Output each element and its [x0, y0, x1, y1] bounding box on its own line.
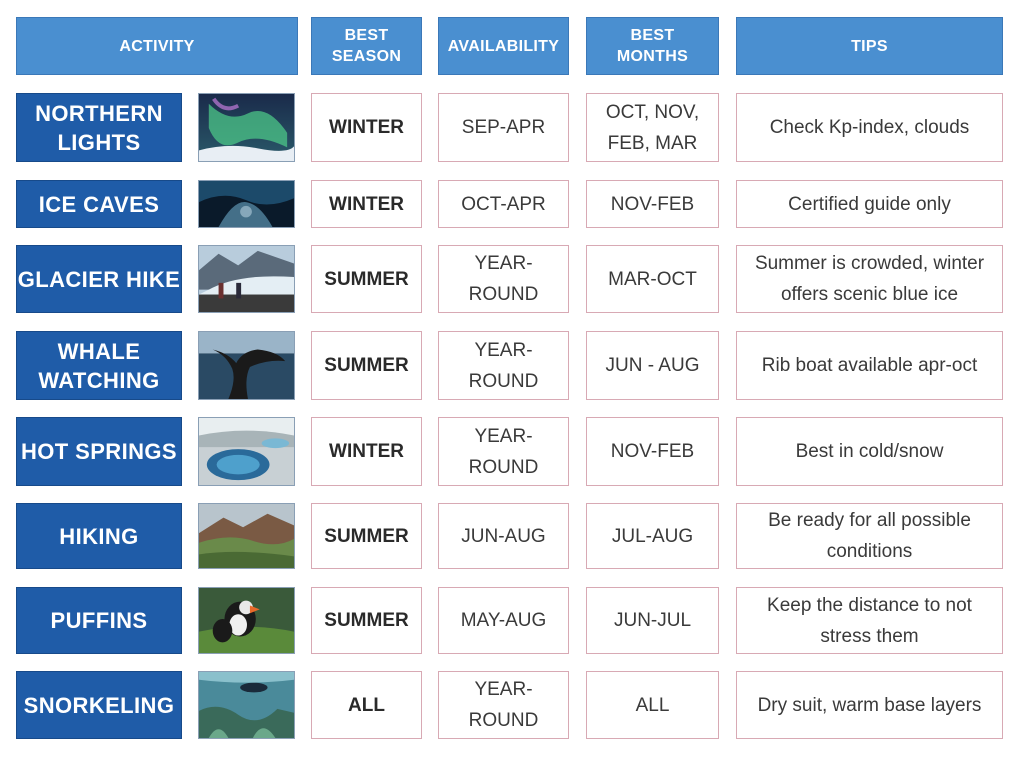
tips-cell	[736, 331, 1003, 400]
mountain-hiking-image	[198, 503, 295, 569]
months-value: OCT, NOV, FEB, MAR	[605, 101, 700, 154]
months-cell	[586, 587, 719, 654]
availability-cell	[438, 245, 569, 313]
activity-name	[16, 587, 182, 654]
availability-cell	[438, 331, 569, 400]
availability-value: MAY-AUG	[460, 610, 547, 631]
months-value: JUN-JUL	[613, 610, 692, 631]
months-cell	[586, 180, 719, 228]
months-cell	[586, 93, 719, 162]
tips-cell	[736, 180, 1003, 228]
tips-value: Be ready for all possible conditions	[768, 510, 971, 562]
activity-name	[16, 245, 182, 313]
availability-cell	[438, 671, 569, 739]
activity-label: ICE CAVES	[38, 191, 160, 217]
availability-cell	[438, 180, 569, 228]
tips-value: Keep the distance to not stress them	[767, 594, 972, 647]
months-value: MAR-OCT	[608, 268, 697, 290]
season-value: ALL	[348, 694, 385, 716]
activity-name	[16, 671, 182, 739]
season-value: SUMMER	[324, 268, 409, 290]
activity-label: GLACIER HIKE	[17, 266, 181, 292]
months-cell	[586, 671, 719, 739]
months-cell	[586, 503, 719, 569]
activity-name	[16, 503, 182, 569]
tips-value: Best in cold/snow	[795, 441, 944, 462]
header-availability	[438, 17, 569, 75]
availability-cell	[438, 587, 569, 654]
months-value: ALL	[635, 694, 670, 716]
northern-lights-image	[198, 93, 295, 162]
months-value: JUL-AUG	[611, 525, 694, 547]
tips-value: Check Kp-index, clouds	[769, 117, 970, 138]
header-tips	[736, 17, 1003, 75]
availability-cell	[438, 417, 569, 486]
puffin-image	[198, 587, 295, 654]
tips-cell	[736, 503, 1003, 569]
activity-label: HIKING	[59, 523, 139, 549]
header-best-months-label: BEST MONTHS	[616, 27, 689, 65]
season-cell	[311, 671, 422, 739]
tips-value: Dry suit, warm base layers	[757, 694, 982, 716]
header-tips-label: TIPS	[851, 37, 888, 55]
season-cell	[311, 245, 422, 313]
months-cell	[586, 417, 719, 486]
months-value: NOV-FEB	[610, 441, 695, 462]
availability-value: YEAR-ROUND	[468, 425, 539, 478]
availability-value: YEAR-ROUND	[468, 679, 539, 731]
activity-name	[16, 180, 182, 228]
availability-value: YEAR-ROUND	[468, 339, 539, 392]
tips-cell	[736, 587, 1003, 654]
season-value: WINTER	[329, 441, 404, 462]
header-best-months	[586, 17, 719, 75]
header-availability-label: AVAILABILITY	[447, 37, 560, 55]
availability-value: OCT-APR	[461, 193, 546, 215]
availability-value: YEAR-ROUND	[468, 253, 539, 305]
tips-cell	[736, 93, 1003, 162]
snorkeling-image	[198, 671, 295, 739]
season-value: SUMMER	[324, 525, 409, 547]
season-cell	[311, 93, 422, 162]
activity-label: NORTHERN LIGHTS	[35, 100, 163, 155]
activity-name	[16, 417, 182, 486]
season-cell	[311, 331, 422, 400]
tips-cell	[736, 245, 1003, 313]
activity-label: PUFFINS	[50, 608, 148, 633]
header-best-season	[311, 17, 422, 75]
header-activity	[16, 17, 298, 75]
season-value: WINTER	[329, 193, 404, 215]
season-value: SUMMER	[324, 610, 409, 631]
season-value: SUMMER	[324, 355, 409, 376]
season-value: WINTER	[329, 117, 404, 138]
months-cell	[586, 245, 719, 313]
hot-spring-image	[198, 417, 295, 486]
activity-name	[16, 93, 182, 162]
activity-label: HOT SPRINGS	[21, 439, 177, 464]
season-cell	[311, 587, 422, 654]
activity-label: WHALE WATCHING	[38, 338, 160, 393]
tips-cell	[736, 417, 1003, 486]
availability-cell	[438, 503, 569, 569]
months-value: JUN - AUG	[605, 355, 700, 376]
activity-name	[16, 331, 182, 400]
activity-label: SNORKELING	[23, 692, 175, 718]
tips-value: Summer is crowded, winter offers scenic blue ice	[754, 253, 985, 305]
months-cell	[586, 331, 719, 400]
tips-value: Rib boat available apr-oct	[761, 355, 978, 376]
glacier-hike-image	[198, 245, 295, 313]
header-activity-label: ACTIVITY	[119, 37, 195, 55]
tips-value: Certified guide only	[788, 193, 951, 215]
season-cell	[311, 417, 422, 486]
ice-cave-image	[198, 180, 295, 228]
season-cell	[311, 503, 422, 569]
header-best-season-label: BEST SEASON	[331, 27, 402, 65]
months-value: NOV-FEB	[610, 193, 695, 215]
whale-tail-image	[198, 331, 295, 400]
availability-value: SEP-APR	[461, 117, 546, 138]
tips-cell	[736, 671, 1003, 739]
availability-value: JUN-AUG	[461, 525, 546, 547]
season-cell	[311, 180, 422, 228]
availability-cell	[438, 93, 569, 162]
